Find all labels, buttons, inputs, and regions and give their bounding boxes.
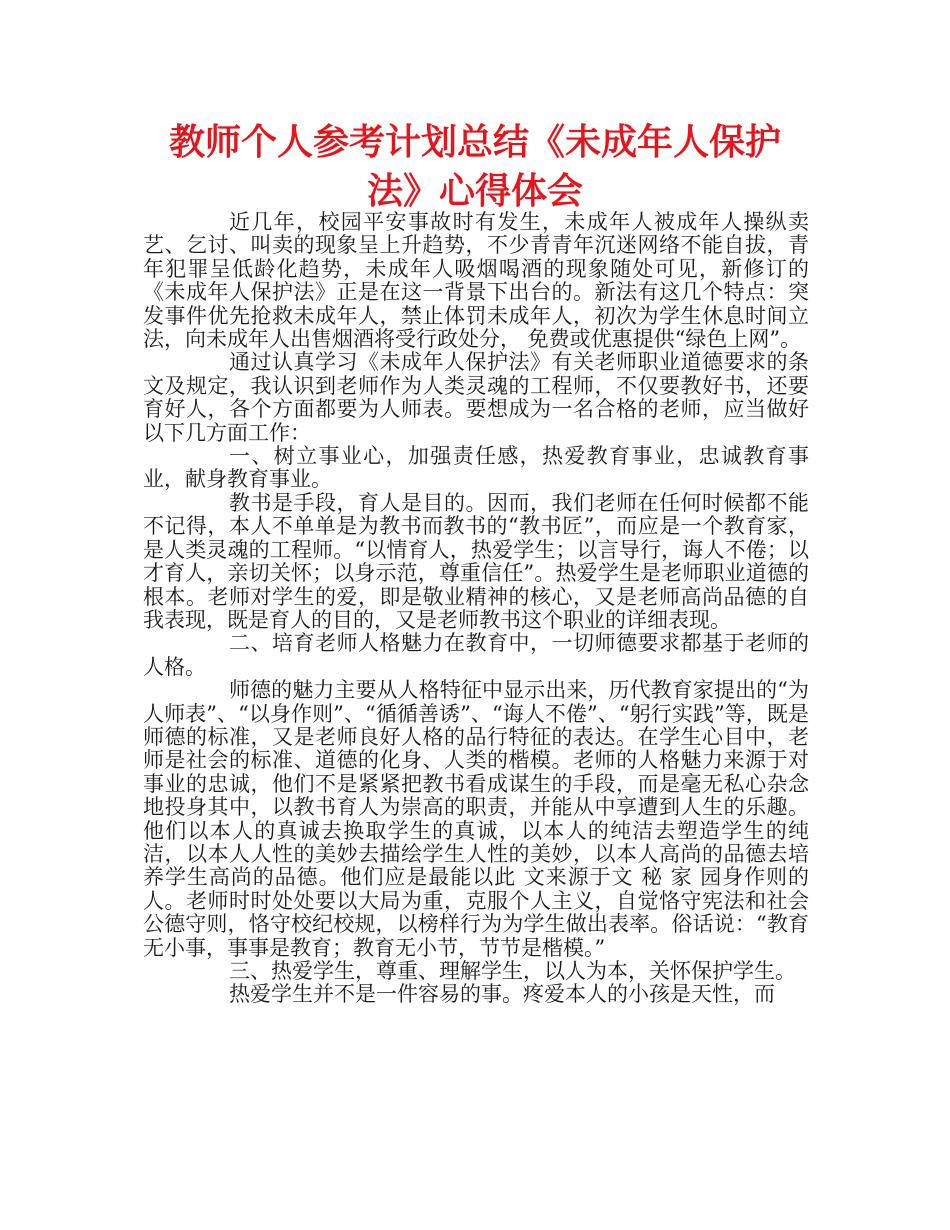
document-body xyxy=(143,211,809,1007)
paragraph: 师德的魅力主要从人格特征中显示出来，历代教育家提出的“为人师表”、“以身作则”、“循循善诱”、“诲人不倦”、“躬行实践”等，既是师德的标准，又是老师良好人格的品行特征的表达。在学生心目中，老师是社会的标准、道德的化身、人类的楷模。老师的人格魅力来源于对事业的忠诚，他们不是紧紧把教书看成谋生的手段，而是毫无私心杂念地投身其中，以教书育人为崇高的职责，并能从中享遭到人生的乐趣。他们以本人的真诚去换取学生的真诚，以本人的纯洁去塑造学生的纯洁，以本人人性的美妙去描绘学生人性的美妙，以本人高尚的品德去培养学生高尚的品德。他们应是最能以此 文来源于文 秘 家 园身作则的人。老师时时处处要以大局为重，克服个人主义，自觉恪守宪法和社会公德守则，恪守校纪校规，以榜样行为为学生做出表率。俗话说：“教育无小事，事事是教育；教育无小节，节节是楷模。” xyxy=(143,678,809,960)
paragraph: 通过认真学习《未成年人保护法》有关老师职业道德要求的条文及规定，我认识到老师作为人类灵魂的工程师，不仅要教好书，还要育好人，各个方面都要为人师表。要想成为一名合格的老师，应当做好以下几方面工作： xyxy=(143,350,809,445)
document-title: 教师个人参考计划总结《未成年人保护法》心得体会 xyxy=(168,122,781,212)
section-heading: 一、树立事业心，加强责任感，热爱教育事业，忠诚教育事业，献身教育事业。 xyxy=(143,444,809,492)
section-heading: 二、培育老师人格魅力在教育中，一切师德要求都基于老师的人格。 xyxy=(143,631,809,679)
paragraph: 热爱学生并不是一件容易的事。疼爱本人的小孩是天性，而 xyxy=(229,982,775,1007)
paragraph: 教书是手段，育人是目的。因而，我们老师在任何时候都不能不记得，本人不单单是为教书而教书的“教书匠”，而应是一个教育家，是人类灵魂的工程师。“以情育人，热爱学生；以言导行，诲人不倦；以才育人，亲切关怀；以身示范，尊重信任”。热爱学生是老师职业道德的根本。老师对学生的爱，即是敬业精神的核心，又是老师高尚品德的自我表现，既是育人的目的，又是老师教书这个职业的详细表现。 xyxy=(143,490,809,632)
paragraph: 近几年，校园平安事故时有发生，未成年人被成年人操纵卖艺、乞讨、叫卖的现象呈上升趋势，不少青青年沉迷网络不能自拔，青年犯罪呈低龄化趋势，未成年人吸烟喝酒的现象随处可见，新修订的《未成年人保护法》正是在这一背景下出台的。新法有这几个特点：突发事件优先抢救未成年人，禁止体罚未成年人，初次为学生休息时间立法，向未成年人出售烟酒将受行政处分， 免费或优惠提供“绿色上网”。 xyxy=(143,210,809,352)
section-heading: 三、热爱学生，尊重、理解学生，以人为本，关怀保护学生。 xyxy=(229,959,796,983)
